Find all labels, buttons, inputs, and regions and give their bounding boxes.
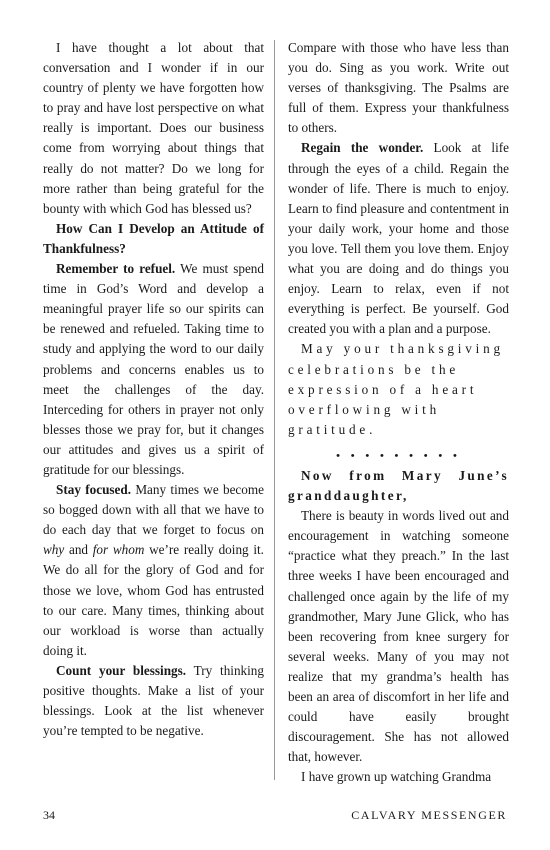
paragraph-text: Look at life through the eyes of a child. Regain the wonder of life. There is much to enjoy. Learn to find pleasure and contentment in your daily work, your home and those you love. Tell them you love them. Enjoy what you are doing and do things you enjoy. Learn to relax, even if not everything is perfect. Be yourself. God created you with a plan and a purpose. (288, 140, 509, 337)
section-heading: How Can I Develop an Attitude of Thankfulness? (43, 220, 264, 256)
paragraph-text: we’re really doing it. We do all for the glory of God and for those we love, whom God has entrusted to our care. Many times, thinking about our workload is worse than actually doing it. (43, 542, 264, 658)
running-title: CALVARY MESSENGER (351, 808, 507, 822)
section-heading: Now from Mary June’s granddaughter, (288, 467, 509, 504)
section-separator: • • • • • • • • • (336, 449, 461, 462)
right-column (288, 38, 509, 787)
paragraph (43, 259, 264, 480)
page-number: 34 (43, 808, 55, 822)
emphasis: for whom (92, 542, 145, 558)
paragraph: There is beauty in words lived out and encouragement in watching someone “practice what they preach.” In the last three weeks I have been encouraged and challenged once again by the life of my grandmother, Mary June Glick, who has been recovering from knee surgery for several weeks. Many of you may not realize that my grandma’s health has been an area of discomfort in her life and could have easily brought discouragement. She has not allowed that, however. (288, 508, 509, 765)
left-column (43, 38, 264, 741)
paragraph: May your thanksgiving celebrations be the expression of a heart overflowing with gratitude. (288, 341, 504, 437)
emphasis: why (43, 542, 65, 558)
paragraph-text: We must spend time in God’s Word and develop a meaningful prayer life so our spirits can be renewed and refueled. Taking time to study and applying the word to our daily problems and concerns enables us to meet the challenges of the day. Interceding for others in prayer not only blesses those we pray for, but it changes our attitudes and gives us a spirit of gratitude for our blessings. (43, 261, 264, 477)
column-divider (274, 40, 275, 780)
lead-phrase: Remember to refuel. (56, 261, 176, 277)
lead-phrase: Count your blessings. (56, 662, 187, 678)
paragraph: I have grown up watching Grandma (301, 769, 492, 785)
paragraph-text: and (64, 542, 93, 558)
paragraph: I have thought a lot about that conversation and I wonder if in our country of plenty we have forgotten how to pray and have lost perspective on what really is important. Does our business come from worrying about things that really do not matter? Do we long for more rather than being grateful for the bounty with which God has blessed us? (43, 40, 264, 216)
paragraph (43, 480, 264, 661)
paragraph-text: Many times we become so bogged down with all that we have to do each day that we forget to focus on (43, 482, 264, 538)
paragraph-text: Try thinking positive thoughts. Make a list of your blessings. Look at the list whenever you’re tempted to be negative. (43, 662, 264, 739)
paragraph (288, 138, 509, 339)
paragraph: Compare with those who have less than you do. Sing as you work. Write out verses of thanksgiving. The Psalms are full of them. Express your thankfulness to others. (288, 40, 509, 136)
lead-phrase: Stay focused. (56, 482, 132, 498)
lead-phrase: Regain the wonder. (301, 140, 424, 156)
paragraph (43, 661, 264, 741)
